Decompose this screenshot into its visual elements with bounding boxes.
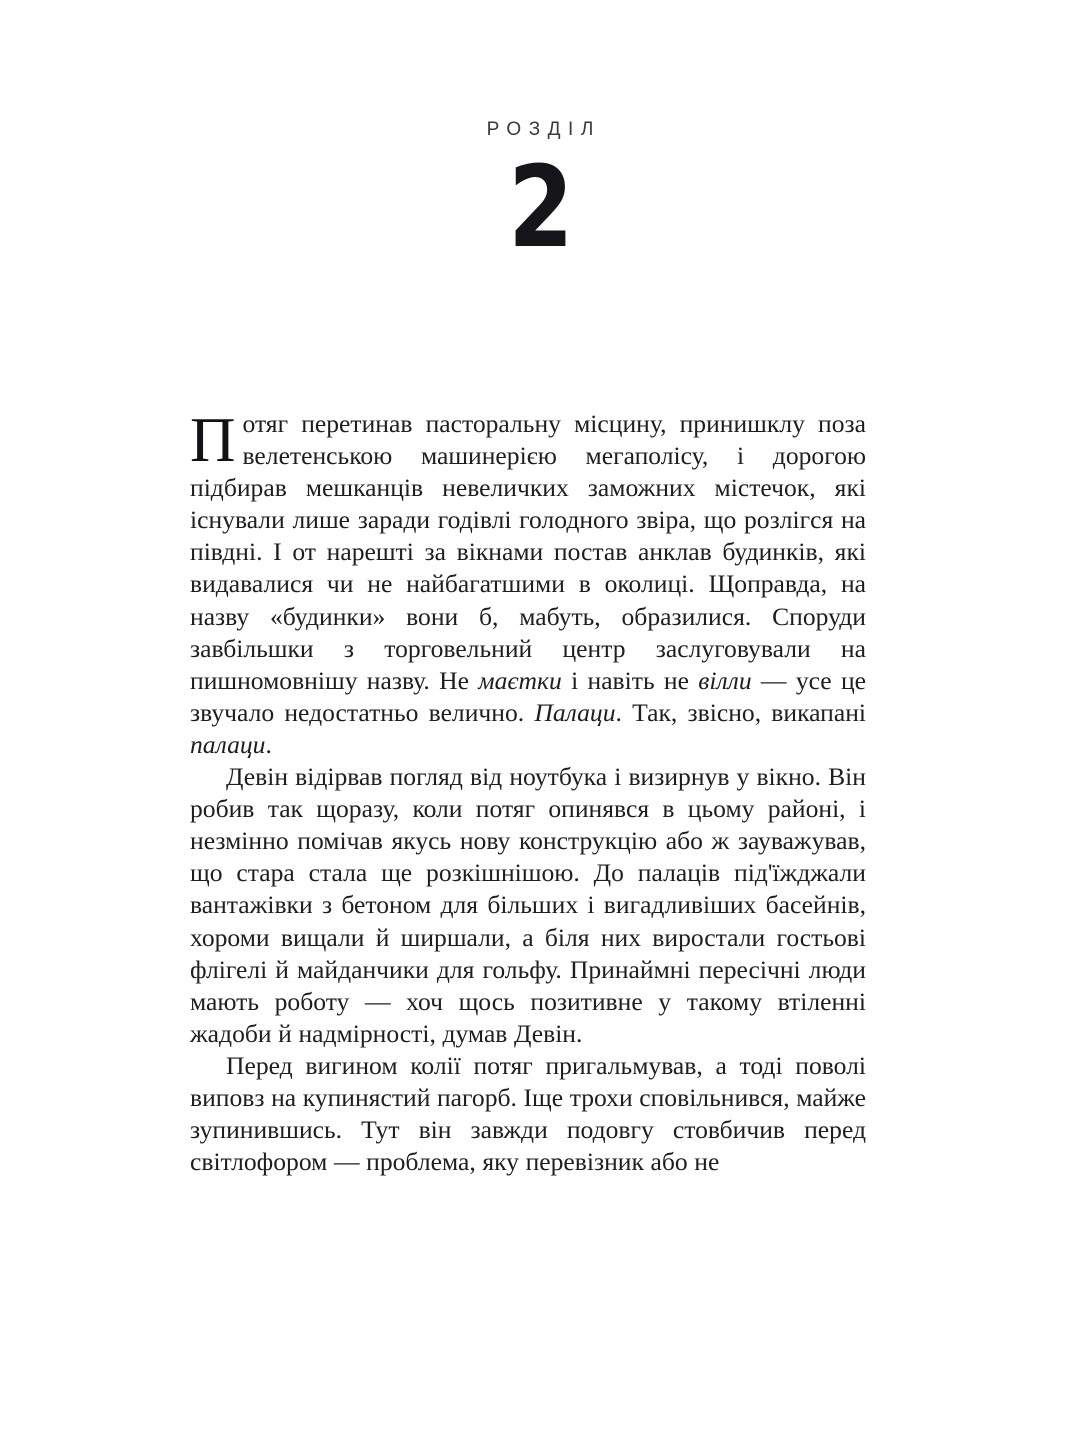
emphasis-text: Палаци: [534, 697, 616, 727]
emphasis-text: вілли: [698, 665, 752, 695]
emphasis-text: палаци: [190, 729, 266, 759]
paragraph-3: [190, 1050, 866, 1178]
paragraph-2: [190, 761, 866, 1050]
chapter-number: 2: [508, 143, 572, 273]
paragraph-text-run: Потяг перетинав пасторальну місцину, принишклу поза велетенською машинерією мегаполісу, і дорогою підбирав мешканців невеличких заможних містечок, які існували лише заради годівлі голодного звіра, що розлігся на півдні. І от нарешті за вікнами постав анклав будинків, які видавалися чи не найбагатшими в околиці. Щоправда, на назву «будинки» вони б, мабуть, образилися. Споруди завбільшки з торговельний центр заслуговували на пишномовнішу назву. Не: [190, 405, 866, 695]
paragraph-text-run: — усе це звучало недостатньо велично.: [190, 665, 866, 727]
paragraph-text-run: .: [265, 729, 272, 759]
paragraph-text-run: Девін відірвав погляд від ноутбука і визирнув у вікно. Він робив так щоразу, коли потяг опинявся в цьому районі, і незмінно помічав якусь нову конструкцію або ж зауважував, що стара стала ще розкішнішою. До палаців під'їжджали вантажівки з бетоном для більших і вигадливіших басейнів, хороми вищали й ширшали, а біля них виростали гостьові флігелі й майданчики для гольфу. Принаймні пересічні люди мають роботу — хоч щось позитивне у такому втіленні жадоби й надмірності, думав Девін.: [190, 762, 866, 1048]
emphasis-text: маєтки: [478, 665, 562, 695]
chapter-label: РОЗДІЛ: [486, 119, 601, 140]
paragraph-text-run: і навіть не: [561, 665, 699, 695]
paragraph-1: [190, 405, 867, 761]
chapter-heading: [0, 119, 1080, 273]
paragraph-text-run: Перед вигином колії потяг пригальмував, а тоді поволі виповз на купинястий пагорб. Іще трохи сповільнився, майже зупинившись. Тут він завжди подовгу стовбичив перед світлофором — проблема, яку перевізник або не: [190, 1050, 866, 1177]
paragraph-text-run: . Так, звісно, викапані: [615, 697, 867, 727]
body-text-block: [190, 405, 867, 1178]
